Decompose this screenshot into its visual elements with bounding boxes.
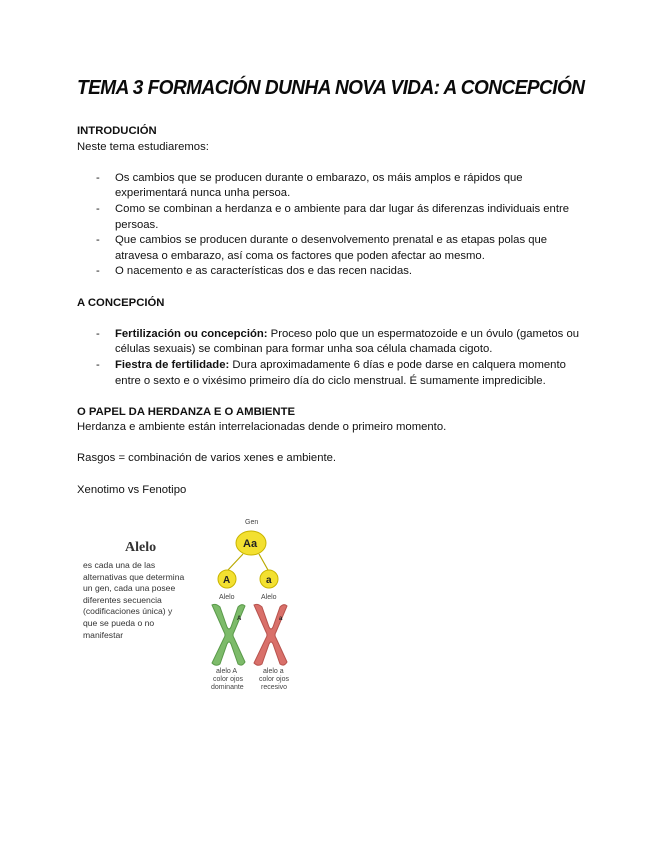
alelo-figure (77, 515, 317, 690)
caption-left-line-1: alelo A (216, 668, 238, 675)
list-item: - Que cambios se producen durante o desenvolvemento prenatal e as etapas polas que atravesa o embarazo, así coma os factores que poden afectar ao mesmo. (96, 234, 548, 262)
intro-list (77, 171, 587, 280)
term-fiestra: Fiestra de fertilidade: (115, 358, 230, 371)
list-item: - O nacemento e as características dos e das recen nacidas. (96, 265, 413, 278)
caption-right-line-2: color ojos (259, 676, 289, 683)
herdanza-paragraph-2: Rasgos = combinación de varios xenes e ambiente. (77, 452, 337, 465)
caption-right-line-1: alelo a (263, 668, 284, 675)
herdanza-heading: O PAPEL DA HERDANZA E O AMBIENTE (77, 405, 295, 418)
term-fertilizacion: Fertilización ou concepción: (115, 327, 268, 340)
caption-right-line-3: recesivo (261, 684, 288, 690)
chromosome-green (212, 604, 245, 665)
concepcion-heading: A CONCEPCIÓN (77, 296, 165, 309)
list-item: - Os cambios que se producen durante o embarazo, os máis amplos e rápidos que experimentará nunca unha persoa. (96, 171, 523, 200)
intro-heading: INTRODUCIÓN (77, 125, 157, 137)
arrow-right (259, 554, 268, 570)
allele-a-label: a (266, 575, 272, 586)
caption-left-line-3: dominante (211, 684, 244, 690)
locus-a-label: a (279, 616, 283, 622)
alelo-right-label: Alelo (261, 594, 277, 601)
gen-label: Gen (245, 519, 259, 526)
list-item: - Fertilización ou concepción: Proceso polo que un espermatozoide e un óvulo (gametos ou células sexuais) se combinan para formar unha soa célula chamada cigoto. (96, 327, 580, 356)
alelo-definition: es cada una de las alternativas que determina un gen, cada una posee diferentes secuencia (codificaciones única) y que se pueda o no manifestar (83, 560, 185, 640)
chromosome-red (254, 604, 287, 665)
allele-A-label: A (223, 575, 231, 586)
list-item: - Fiestra de fertilidade: Dura aproximadamente 6 días e pode darse en calquera momento entre o sexto e o vixésimo primeiro día do ciclo menstrual. É sumamente impredicible. (96, 358, 566, 387)
intro-lead: Neste tema estudiaremos: (77, 140, 209, 153)
page-title: TEMA 3 FORMACIÓN DUNHA NOVA VIDA: A CONCEPCIÓN (77, 76, 585, 99)
herdanza-paragraph-3: Xenotimo vs Fenotipo (77, 483, 187, 496)
alelo-title: Alelo (125, 540, 157, 555)
arrow-left (228, 554, 243, 570)
list-item: - Como se combinan a herdanza e o ambiente para dar lugar ás diferenzas individuais entre persoas. (96, 202, 570, 231)
alelo-left-label: Alelo (219, 594, 235, 601)
gene-diagram (197, 515, 317, 690)
caption-left-line-2: color ojos (213, 676, 243, 683)
gene-genotype: Aa (243, 538, 258, 550)
herdanza-paragraph-1: Herdanza e ambiente están interrelacionadas dende o primeiro momento. (77, 421, 447, 434)
document-body (77, 124, 587, 498)
locus-A-label: A (237, 616, 242, 622)
concepcion-list (77, 327, 587, 389)
